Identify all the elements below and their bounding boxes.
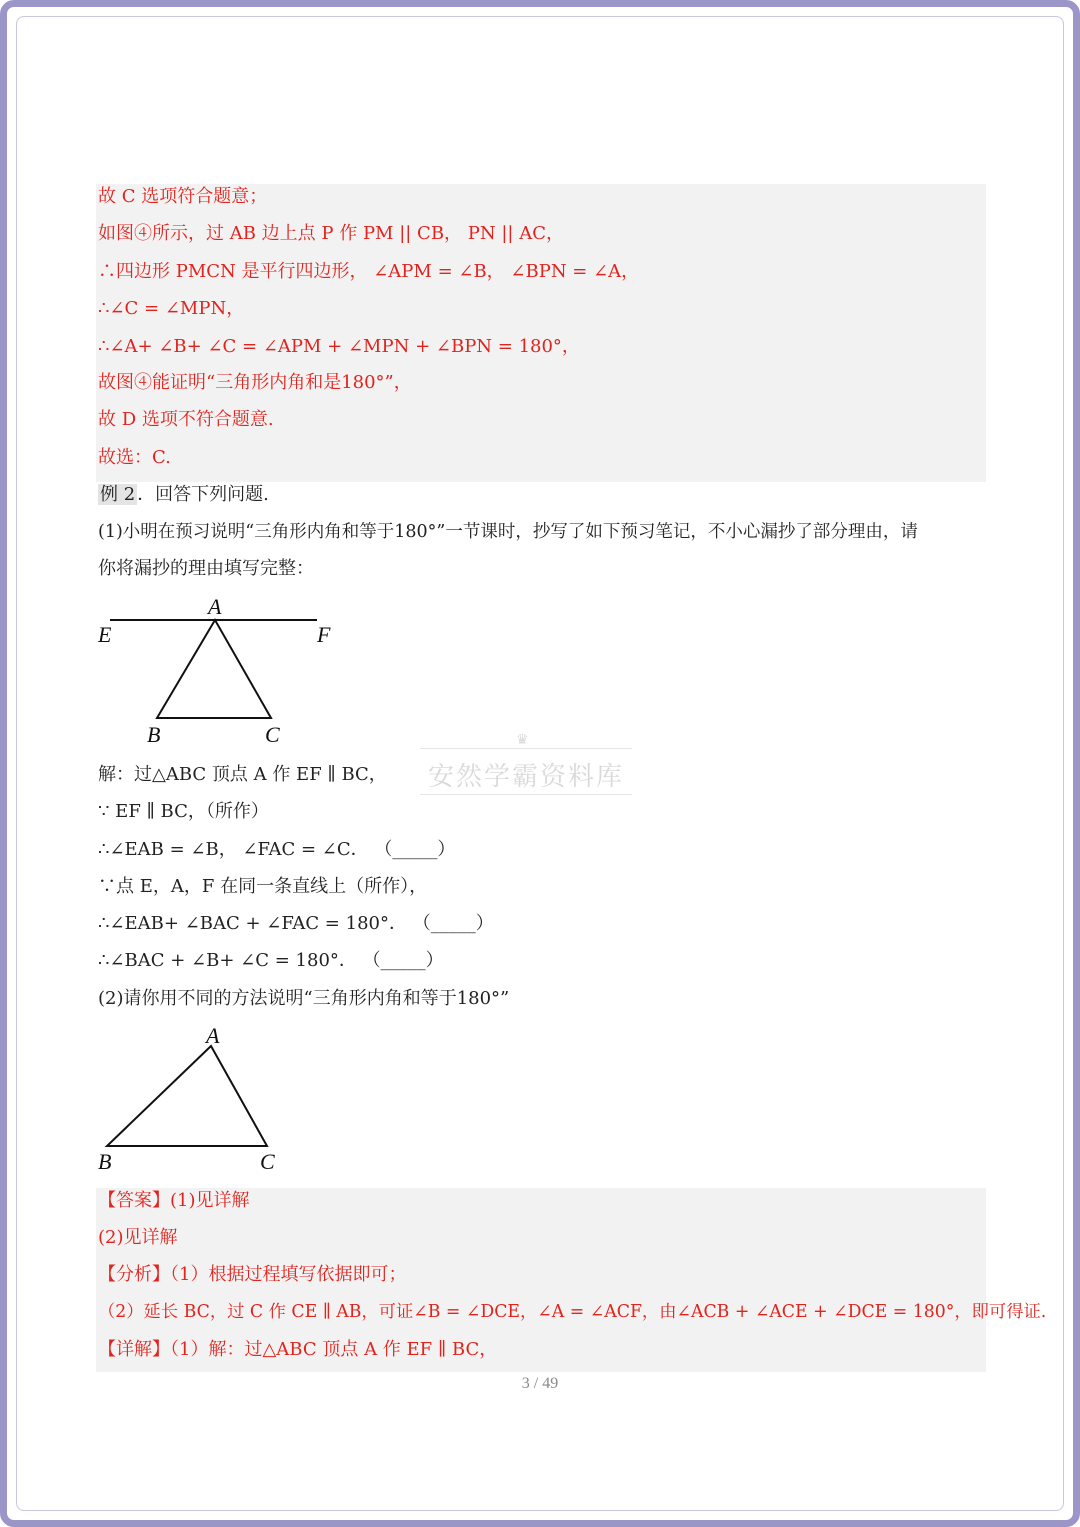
proof-line: 解：过△ABC 顶点 A 作 EF ∥ BC， <box>98 764 387 785</box>
watermark-text: 安然学霸资料库 <box>427 762 624 792</box>
analysis-line: （2）延长 BC，过 C 作 CE ∥ AB，可证∠B = ∠DCE，∠A = ∠ACF，由∠ACB + ∠ACE + ∠DCE = 180°，即可得证. <box>98 1302 1047 1322</box>
proof-line: ∵ EF ∥ BC，（所作） <box>98 801 269 822</box>
question-part2: (2)请你用不同的方法说明“三角形内角和等于180°” <box>98 988 510 1009</box>
solution-line: 故 D 选项不符合题意. <box>98 409 274 430</box>
answer-line: 【答案】(1)见详解 <box>98 1190 250 1211</box>
page-number: 3 / 49 <box>521 1375 559 1392</box>
question-part1: (1)小明在预习说明“三角形内角和等于180°”一节课时，抄写了如下预习笔记，不小心漏抄了部分理由，请 <box>98 522 918 542</box>
label-b: B <box>98 1149 112 1174</box>
example-heading <box>98 482 269 508</box>
proof-line: ∴∠EAB = ∠B， ∠FAC = ∠C． （_____） <box>98 839 456 860</box>
label-b: B <box>147 722 161 747</box>
figure-triangle-abc <box>95 1022 295 1177</box>
triangle-abc <box>157 620 271 718</box>
figure-triangle-efbc <box>95 590 345 750</box>
watermark-rule-top <box>420 748 632 749</box>
question-part1-cont: 你将漏抄的理由填写完整： <box>98 558 314 579</box>
example-title: ．回答下列问题. <box>137 484 269 505</box>
label-e: E <box>98 622 112 647</box>
detail-line: 【详解】（1）解：过△ABC 顶点 A 作 EF ∥ BC， <box>98 1339 498 1360</box>
solution-line: 故选：C. <box>98 447 171 468</box>
solution-line: ∴∠C = ∠MPN， <box>98 298 245 319</box>
solution-line: ∴∠A+ ∠B+ ∠C = ∠APM + ∠MPN + ∠BPN = 180°， <box>98 336 580 357</box>
solution-line: 故 C 选项符合题意； <box>98 186 268 207</box>
crown-icon: ♛ <box>516 732 531 748</box>
answer-line: (2)见详解 <box>98 1227 178 1248</box>
watermark-rule-bottom <box>420 794 632 795</box>
solution-line: ∴四边形 PMCN 是平行四边形， ∠APM = ∠B， ∠BPN = ∠A， <box>98 261 640 282</box>
proof-line: ∴∠BAC + ∠B+ ∠C = 180°． （_____） <box>98 950 444 971</box>
label-a: A <box>206 1023 220 1048</box>
analysis-line: 【分析】（1）根据过程填写依据即可； <box>98 1264 407 1285</box>
triangle-abc <box>107 1046 267 1146</box>
label-f: F <box>317 622 331 647</box>
solution-line: 故图④能证明“三角形内角和是180°”， <box>98 372 412 393</box>
label-c: C <box>260 1149 275 1174</box>
proof-line: ∴∠EAB+ ∠BAC + ∠FAC = 180°． （_____） <box>98 913 494 934</box>
solution-line: 如图④所示，过 AB 边上点 P 作 PM || CB， PN || AC， <box>98 223 564 244</box>
label-a: A <box>208 594 222 619</box>
example-label: 例 2 <box>100 484 136 505</box>
proof-line: ∵点 E，A，F 在同一条直线上（所作）， <box>98 876 428 897</box>
label-c: C <box>265 722 280 747</box>
watermark <box>420 732 632 798</box>
